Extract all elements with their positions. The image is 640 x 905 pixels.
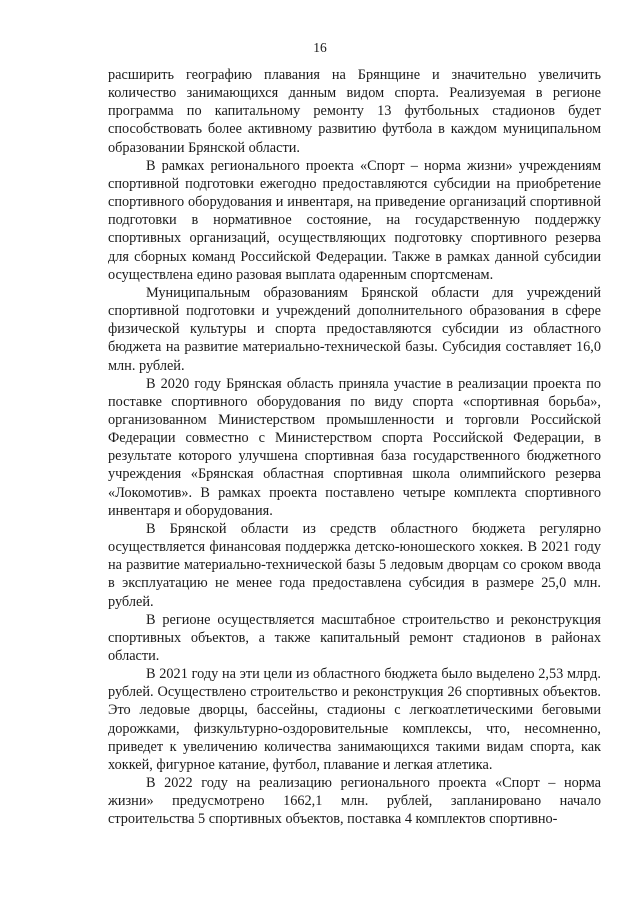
document-body [108, 66, 601, 829]
paragraph-sport-norm-subsidies: В рамках регионального проекта «Спорт – норма жизни» учреждениям спортивной подготовки ежегодно предоставляются субсидии на приобретение спортивного оборудования и инвентаря, на приведение организаций спортивной подготовки в нормативное состояние, на государственную поддержку спортивных организаций, осуществляющих подготовку спортивного резерва для сборных команд Российской Федерации. Также в рамках данной субсидии осуществлена едино разовая выплата одаренным спортсменам. [108, 157, 601, 283]
paragraph-2022-plans: В 2022 году на реализацию регионального проекта «Спорт – норма жизни» предусмотрено 1662,1 млн. рублей, запланировано начало строительства 5 спортивных объектов, поставка 4 комплектов спортивно- [108, 775, 601, 828]
paragraph-municipal-subsidies: Муниципальным образованиям Брянской области для учреждений спортивной подготовки и учреждений дополнительного образования в сфере физической культуры и спорта предоставляются субсидии из областного бюджета на развитие материально-технической базы. Субсидия составляет 16,0 млн. рублей. [108, 284, 601, 374]
paragraph-2020-equipment-project: В 2020 году Брянская область приняла участие в реализации проекта по поставке спортивного оборудования по виду спорта «спортивная борьба», организованном Министерством промышленности и торговли Российской Федерации совместно с Министерством спорта Российской Федерации, в результате которого улучшена спортивная база государственного бюджетного учреждения «Брянская областная спортивная школа олимпийского резерва «Локомотив». В рамках проекта поставлено четыре комплекта спортивного инвентаря и оборудования. [108, 375, 601, 519]
paragraph-continuation: расширить географию плавания на Брянщине и значительно увеличить количество занимающихся данным видом спорта. Реализуемая в регионе программа по капитальному ремонту 13 футбольных стадионов будет способствовать более активному развитию футбола в каждом муниципальном образовании Брянской области. [108, 67, 601, 156]
paragraph-2021-construction: В 2021 году на эти цели из областного бюджета было выделено 2,53 млрд. рублей. Осуществлено строительство и реконструкция 26 спортивных объектов. Это ледовые дворцы, бассейны, стадионы с легкоатлетическими беговыми дорожками, физкультурно-оздоровительные комплексы, что, несомненно, приведет к увеличению количества занимающихся такими видам спорта, как хоккей, фигурное катание, футбол, плавание и легкая атлетика. [108, 666, 601, 773]
paragraph-youth-hockey-support: В Брянской области из средств областного бюджета регулярно осуществляется финансовая поддержка детско-юношеского хоккея. В 2021 году на развитие материально-технической базы 5 ледовым дворцам со сроком ввода в эксплуатацию не менее года предоставлена субсидия в размере 25,0 млн. рублей. [108, 520, 601, 610]
page-number: 16 [313, 40, 327, 55]
paragraph-construction-overview: В регионе осуществляется масштабное строительство и реконструкция спортивных объектов, а также капитальный ремонт стадионов в районах области. [108, 611, 601, 664]
